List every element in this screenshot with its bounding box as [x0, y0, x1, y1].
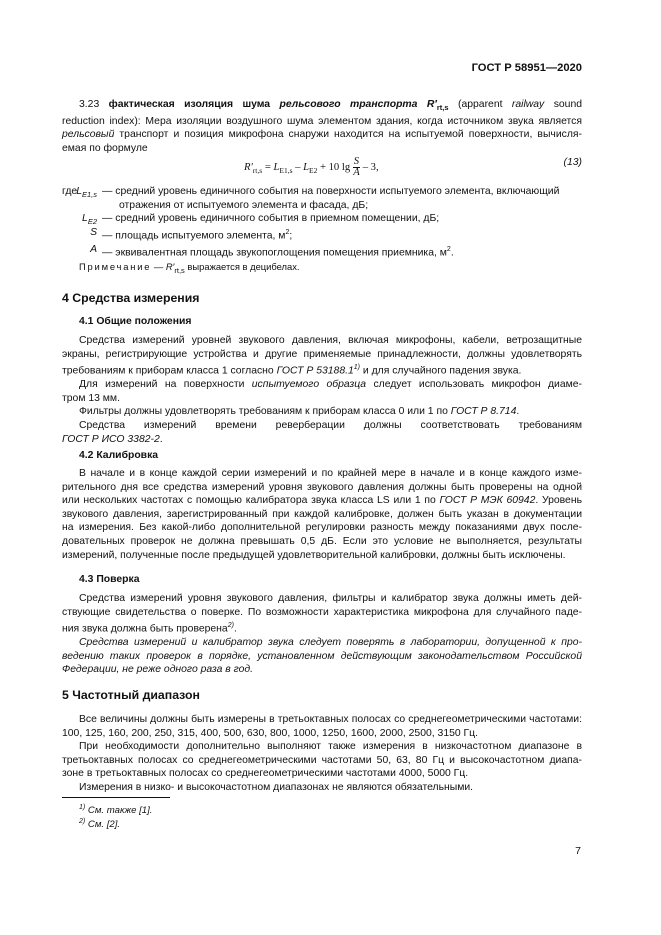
- legend-item: A — эквивалентная площадь звукопоглощения помещения приемника, $м^2$.: [90, 243, 454, 259]
- section-4-3-title: 4.3 Поверка: [79, 574, 140, 585]
- footnote-2: $^{2)}$ См. [2].: [79, 818, 121, 831]
- section-4-1-title: 4.1 Общие положения: [79, 316, 192, 327]
- def-line-1: 3.23 фактическая изоляция шума рельсового транспорта $R'_{rt,s}$ (apparent railway sound: [79, 99, 583, 113]
- standard-header: ГОСТ Р 58951—2020: [471, 62, 582, 74]
- section-5-title: 5 Частотный диапазон: [62, 688, 200, 702]
- footnote-rule: [62, 797, 170, 798]
- formula-number: (13): [563, 157, 582, 168]
- section-5-body: Все величины должны быть измерены в третьоктавных полосах со среднегеометрическими частотами: 100, 125, 160, 200, 250, 315, 400, 500, 630, 800, 1000, 1250, 1600, 2000, 2500, 3150 Гц. При необходимости дополнительно выполняют также измерения в низкочастотном диапазоне в третьоктавных полосах со среднегеометрическими частотами 50, 63, 80 Гц и высокочастотном диапа- зоне в третьоктавных полосах со среднегеометрическими частотами 4000, 5000 Гц. Измерения в низко- и высокочастотном диапазонах не являются обязательными.: [62, 714, 582, 793]
- section-4-2-body: В начале и в конце каждой серии измерений и по крайней мере в начале и в конце каждого изме- рительного дня все средства измерений уровня звукового давления должны быть проверены на одной или нескольких частотах с помощью калибратора звука класса LS или 1 по ГОСТ Р МЭК 60942. Уровень звукового давления, зарегистрированный при каждой калибровке, должен быть указан в документации на измерения. Без какой-либо дополнительной регулировки разность между показаниями двух после- довательных проверок не должна превышать 0,5 дБ. Если это условие не выполняется, результаты измерений, полученные после предыдущей удовлетворительной калибровки, должны быть исключены.: [62, 468, 582, 561]
- page-number: 7: [575, 845, 581, 857]
- def-line-3: рельсовый транспорт и позиция микрофона снаружи находится на испытуемой поверхности, вычисля-: [62, 129, 582, 141]
- section-4-3-body: Средства измерений уровня звукового давления, фильтры и калибратор звука должны иметь дей- ствующие свидетельства о поверке. По возможности характеристика микрофона для случайного паде- ния звука должна быть проверена$^{2)}$. Средства измерений и калибратор звука следует поверять в лаборатории, допущенной к про- ведению таких проверок в порядке, установленном действующим законодательством Российской Федерации, не реже одного раза в год.: [62, 593, 582, 676]
- footnote-1: $^{1)}$ См. также [1].: [79, 804, 153, 817]
- formula-13: $R'_{rt,s} = L_{E1,s} - L_{E2} + 10$ lg $\frac{S}{A}$ – 3,: [244, 156, 379, 178]
- section-4-1-body: Средства измерений уровней звукового давления, включая микрофоны, кабели, ветрозащитные экраны, регистрирующие устройства и другие применяемые принадлежности, должны удовлетворять требованиям к приборам класса 1 согласно ГОСТ Р 53188.1$^{1)}$ и для случайного падения звука. Для измерений на поверхности испытуемого образца следует использовать микрофон диаме- тром 13 мм. Фильтры должны удовлетворять требованиям к приборам класса 0 или 1 по ГОСТ Р 8.714. Средства измерений времени реверберации должны соответствовать требованиям ГОСТ Р ИСО 3382-2.: [62, 335, 582, 445]
- legend-item: $L_{E2}$ — средний уровень единичного события в приемном помещении, дБ;: [82, 213, 440, 227]
- note: Примечание — $R'_{rt,s}$ выражается в децибелах.: [79, 261, 300, 275]
- symbol-legend: [62, 185, 582, 260]
- section-4-2-title: 4.2 Калибровка: [79, 450, 159, 461]
- def-line-4: емая по формуле: [62, 142, 148, 154]
- section-4-title: 4 Средства измерения: [62, 291, 200, 305]
- legend-item: где $L_{E1,s}$ — средний уровень единичного события на поверхности испытуемого элемента, включающий отражения от испытуемого элемента и фасада, дБ;: [62, 186, 560, 211]
- formula-fraction: $\frac{S}{A}$: [353, 156, 360, 178]
- definition-3-23: [62, 98, 582, 155]
- def-line-2: reduction index): Мера изоляции воздушного шума элементом здания, когда источником звука является: [62, 115, 582, 127]
- legend-item: S — площадь испытуемого элемента, $м^2$;: [90, 226, 293, 242]
